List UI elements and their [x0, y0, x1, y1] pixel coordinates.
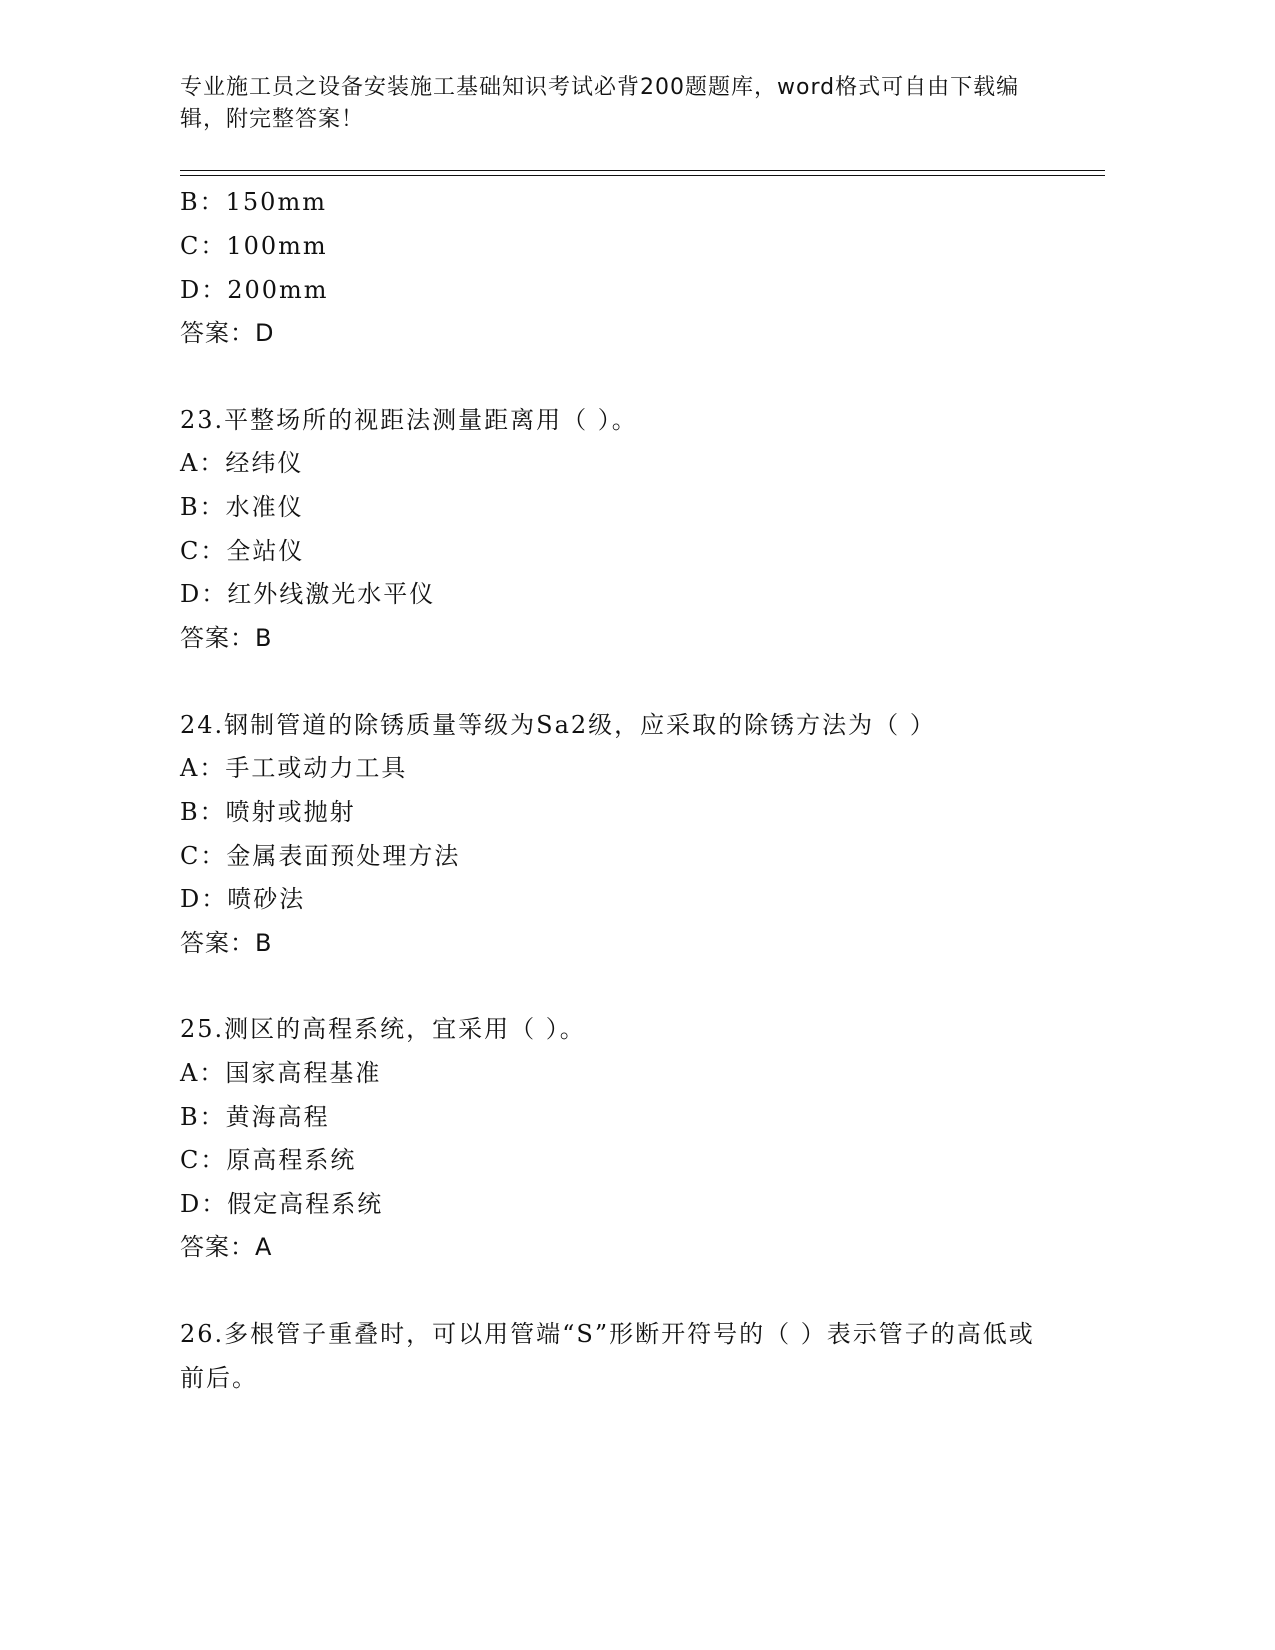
q26-stem: 26.多根管子重叠时，可以用管端“S”形断开符号的（ ）表示管子的高低或前后。 — [180, 1320, 1035, 1392]
q24-option-a: A：手工或动力工具 — [180, 754, 408, 782]
q24-option-c: C：金属表面预处理方法 — [180, 842, 461, 870]
q22-option-b: B：150mm — [180, 188, 327, 216]
q23-option-a: A：经纬仪 — [180, 449, 304, 477]
q23-answer: 答案：B — [180, 624, 273, 652]
q25-option-c: C：原高程系统 — [180, 1146, 357, 1174]
q24-stem: 24.钢制管道的除锈质量等级为Sa2级，应采取的除锈方法为（ ） — [180, 711, 936, 739]
q24-option-b: B：喷射或抛射 — [180, 798, 356, 826]
document-header: 专业施工员之设备安装施工基础知识考试必背200题题库，word格式可自由下载编辑，附完整答案！ — [180, 75, 1020, 132]
q25-answer: 答案：A — [180, 1233, 273, 1261]
q25-option-b: B：黄海高程 — [180, 1103, 330, 1131]
q25-option-d: D：假定高程系统 — [180, 1190, 384, 1218]
q25-stem: 25.测区的高程系统，宜采用（ ）。 — [180, 1015, 586, 1043]
q22-option-c: C：100mm — [180, 232, 328, 260]
q23-stem: 23.平整场所的视距法测量距离用（ ）。 — [180, 406, 638, 434]
q25-option-a: A：国家高程基准 — [180, 1059, 382, 1087]
q23-option-b: B：水准仪 — [180, 493, 304, 521]
q22-answer: 答案：D — [180, 319, 275, 347]
q22-option-d: D：200mm — [180, 276, 329, 304]
header-divider-top — [180, 170, 1105, 171]
q23-option-c: C：全站仪 — [180, 537, 305, 565]
q24-answer: 答案：B — [180, 929, 273, 957]
header-divider-bottom — [180, 175, 1105, 176]
q24-option-d: D：喷砂法 — [180, 885, 306, 913]
q23-option-d: D：红外线激光水平仪 — [180, 580, 436, 608]
